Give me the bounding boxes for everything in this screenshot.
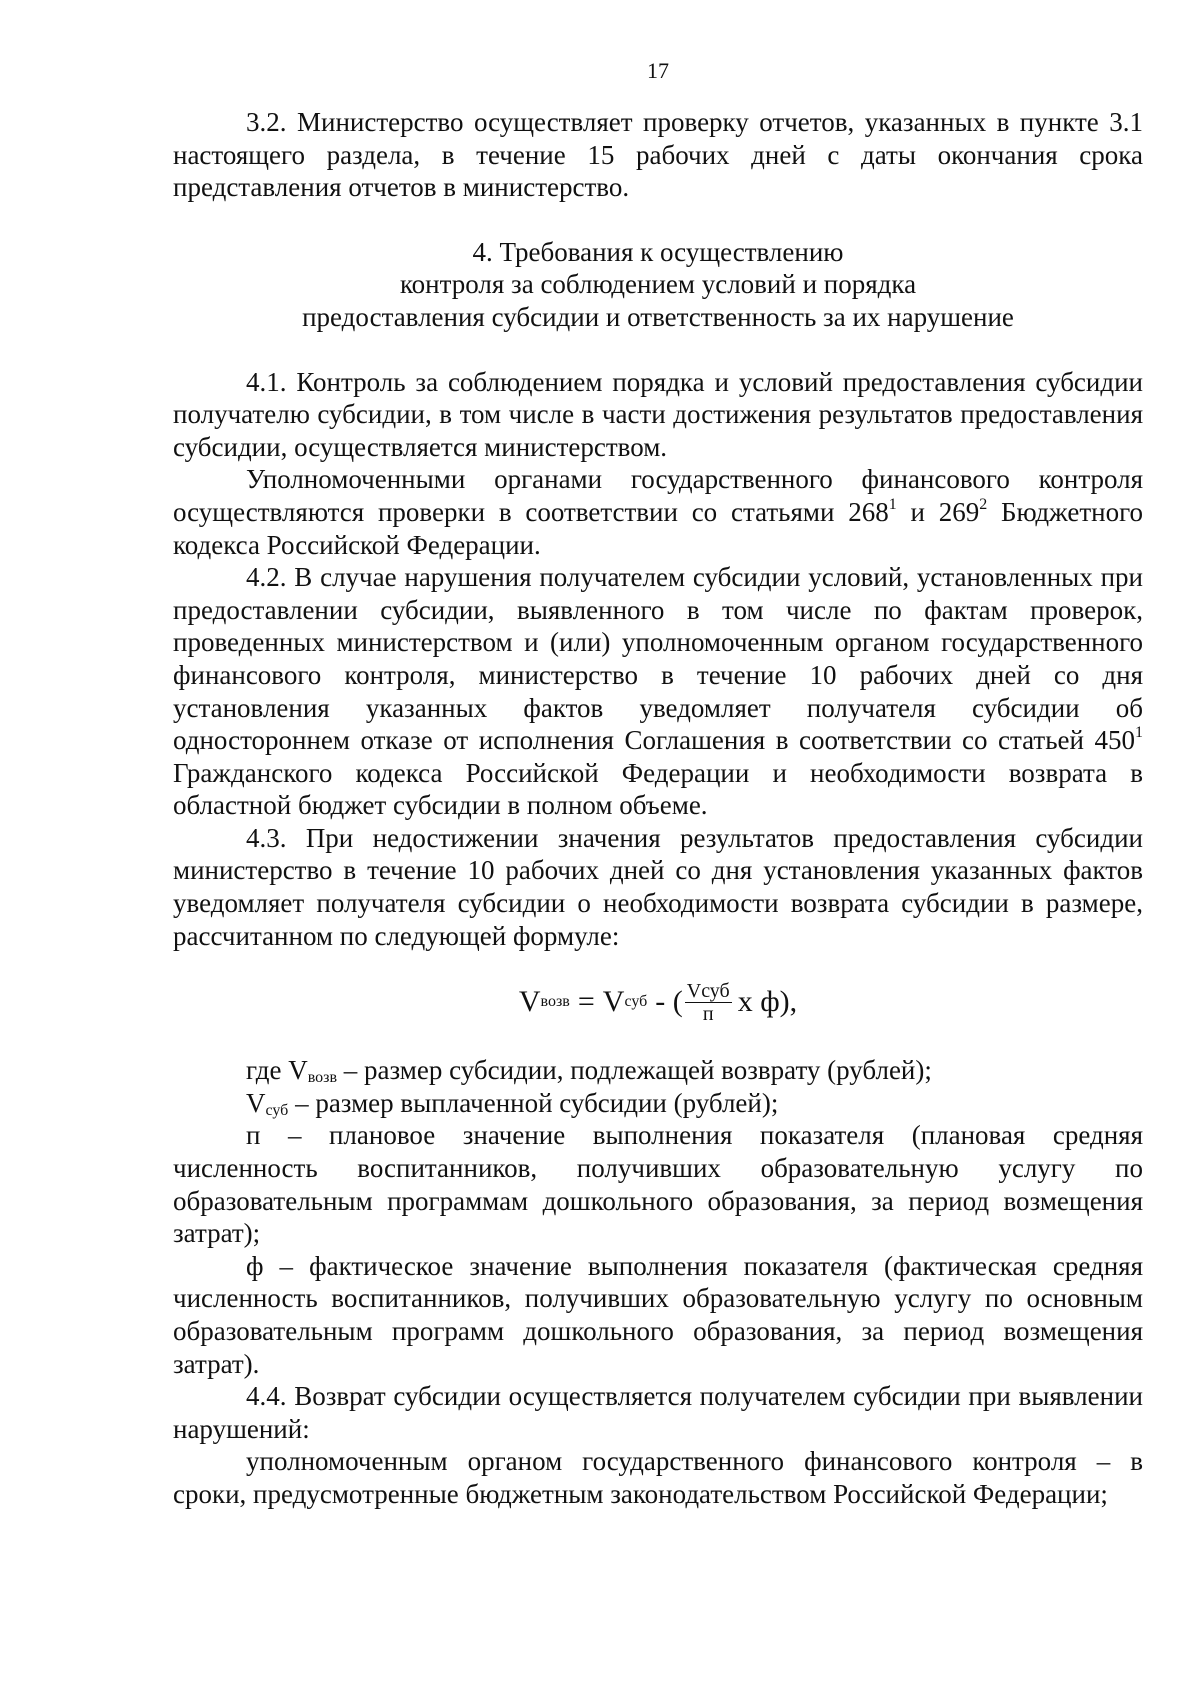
paragraph-4-4-item: уполномоченным органом государственного финансового контроля – в сроки, предусмотренные бюджетным законодательством Российской Федерации; [173, 1446, 1143, 1509]
article-269-superscript: 2 [979, 495, 988, 513]
formula-tail: х ф), [737, 984, 798, 1018]
paragraph-4-1-control-part-3: Бюджетного кодекса Российской Федерации. [173, 496, 1143, 560]
paragraph-4-1-control-part-2: и 269 [896, 496, 980, 527]
formula-denominator: п [702, 1002, 714, 1025]
section-heading [173, 236, 1143, 334]
formula-v-sub: V [602, 984, 625, 1018]
paragraph-4-2-part-2: Гражданского кодекса Российской Федерации и необходимости возврата в областной бюджет субсидии в полном объеме. [173, 757, 1143, 821]
paragraph-4-3: 4.3. При недостижении значения результатов предоставления субсидии министерство в течение 10 рабочих дней со дня установления указанных фактов уведомляет получателя субсидии о необходимости возврата субсидии в размере, рассчитанном по следующей формуле: [173, 822, 1143, 951]
formula-v-vozv: V [518, 984, 541, 1018]
definition-v-vozv-sub: возв [307, 1069, 338, 1087]
definition-v-vozv [173, 1054, 1143, 1087]
paragraph-4-1-control-part-1: Уполномоченными органами государственного финансового контроля осуществляются проверки в соответствии со статьями 268 [173, 464, 1143, 527]
formula-numerator: Vсуб [686, 979, 730, 1002]
article-268-superscript: 1 [888, 495, 897, 513]
section-heading-line-2: контроля за соблюдением условий и порядка [399, 269, 917, 300]
paragraph-4-4: 4.4. Возврат субсидии осуществляется получателем субсидии при выявлении нарушений: [173, 1381, 1143, 1444]
definition-v-sub-prefix: V [246, 1087, 266, 1118]
paragraph-3-2: 3.2. Министерство осуществляет проверку отчетов, указанных в пункте 3.1 настоящего раздела, в течение 15 рабочих дней с даты окончания срока представления отчетов в министерство. [173, 107, 1143, 203]
definition-v-sub-text: – размер выплаченной субсидии (рублей); [288, 1087, 779, 1118]
formula-minus-open: - ( [655, 984, 683, 1018]
definition-n: п – плановое значение выполнения показателя (плановая средняя численность воспитанников, получивших образовательную услугу по образовательным программам дошкольного образования, за период возмещения затрат); [173, 1120, 1143, 1249]
paragraph-4-1: 4.1. Контроль за соблюдением порядка и условий предоставления субсидии получателю субсидии, в том числе в части достижения результатов предоставления субсидии, осуществляется министерством. [173, 366, 1143, 462]
document-page [173, 58, 1143, 1511]
formula-fraction [685, 980, 732, 1025]
definition-v-sub-sub: суб [265, 1101, 289, 1119]
section-heading-line-3: предоставления субсидии и ответственность за их нарушение [302, 301, 1014, 332]
paragraph-4-2-part-1: 4.2. В случае нарушения получателем субсидии условий, установленных при предоставлении субсидии, выявленного в том числе по фактам проверок, проведенных министерством и (или) уполномоченным органом государственного финансового контроля, министерство в течение 10 рабочих дней со дня установления указанных фактов уведомляет получателя субсидии об одностороннем отказе от исполнения Соглашения в соответствии со статьей 450 [173, 562, 1143, 756]
refund-formula: V возв = V суб - ( $\frac{\text{Vсуб}}{п}$ х ф), [518, 979, 798, 1025]
paragraph-4-1-control [173, 463, 1143, 561]
definition-v-vozv-text: – размер субсидии, подлежащей возврату (рублей); [337, 1055, 932, 1086]
section-heading-line-1: 4. Требования к осуществлению [472, 236, 844, 267]
definition-v-vozv-prefix: где V [246, 1055, 308, 1086]
paragraph-4-2 [173, 561, 1143, 822]
definition-v-sub [173, 1087, 1143, 1120]
page-number: 17 [647, 58, 669, 83]
definition-f: ф – фактическое значение выполнения показателя (фактическая средняя численность воспитанников, получивших образовательную услугу по основным образовательным программ дошкольного образования, за период возмещения затрат). [173, 1250, 1143, 1379]
formula-equals: = [577, 984, 595, 1018]
article-450-superscript: 1 [1135, 724, 1143, 742]
